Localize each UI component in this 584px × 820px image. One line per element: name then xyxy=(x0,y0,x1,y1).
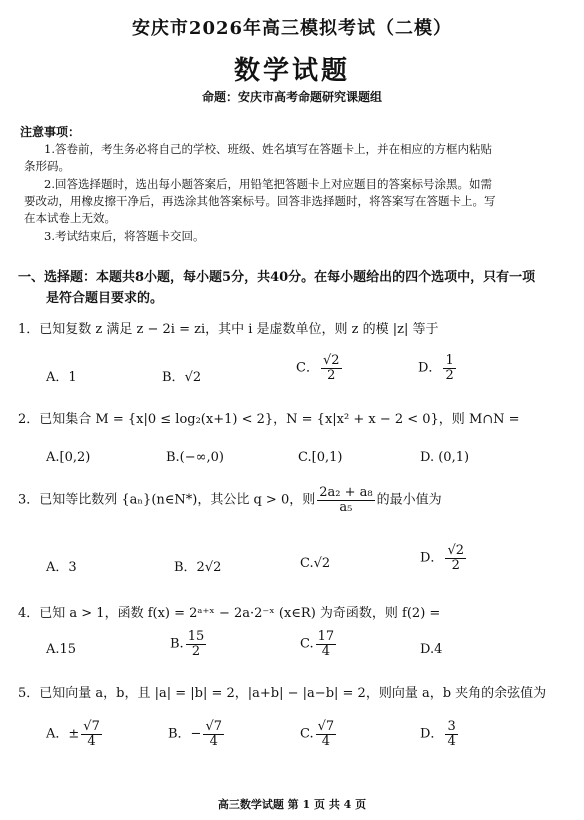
q2-option-c: C.[0,1) xyxy=(298,450,343,465)
q3-option-d: D． $\frac{√2}{2}$ xyxy=(420,543,464,573)
question-3-stem: 3．已知等比数列 {aₙ}(n∈N*)，其公比 q > 0，则 $\frac{\text{2a₂ + a₈}}{\text{a₅}}$ 的最小值为 xyxy=(18,485,442,515)
q5-option-c: C. $\frac{√7}{4}$ xyxy=(300,719,335,749)
q5-option-d: D． $\frac{3}{4}$ xyxy=(420,719,456,749)
notice-line: 3.考试结束后，将答题卡交回。 xyxy=(44,229,205,243)
section-heading-cont: 是符合题目要求的。 xyxy=(46,291,164,306)
exam-title: 安庆市2026年高三模拟考试（二模） xyxy=(131,18,453,39)
q3-option-b: B．2√2 xyxy=(174,560,222,575)
q2-option-b: B.(−∞,0) xyxy=(166,450,224,465)
q3-option-c: C.√2 xyxy=(300,556,331,571)
q4-option-a: A.15 xyxy=(46,642,77,657)
q4-option-c: C. $\frac{17}{4}$ xyxy=(300,629,335,659)
q1-option-c: C． $\frac{√2}{2}$ xyxy=(296,353,340,383)
page-footer: 高三数学试题 第 1 页 共 4 页 xyxy=(217,798,367,811)
q2-option-d: D. (0,1) xyxy=(420,450,470,465)
q4-option-d: D.4 xyxy=(420,642,443,657)
setter-line: 命题：安庆市高考命题研究课题组 xyxy=(201,90,382,104)
q5-option-b: B．− $\frac{√7}{4}$ xyxy=(168,719,223,749)
question-4-stem: 4．已知 a > 1，函数 f(x) = 2ᵃ⁺ˣ − 2a·2⁻ˣ (x∈R) 为奇函数，则 f(2) = xyxy=(18,606,441,621)
q5-option-a: A．± $\frac{√7}{4}$ xyxy=(46,719,100,749)
subject-title: 数学试题 xyxy=(233,56,350,86)
notice-line: 要改动，用橡皮擦干净后，再选涂其他答案标号。回答非选择题时，将答案写在答题卡上。写 xyxy=(24,194,496,208)
notice-heading: 注意事项： xyxy=(20,125,81,139)
q1-option-b: B．√2 xyxy=(162,370,202,385)
question-2-stem: 2．已知集合 M = {x|0 ≤ log₂(x+1) < 2}，N = {x|x² + x − 2 < 0}，则 M∩N = xyxy=(18,412,520,427)
q2-option-a: A.[0,2) xyxy=(46,450,91,465)
notice-line: 在本试卷上无效。 xyxy=(24,211,116,225)
question-1-stem: 1．已知复数 z 满足 z − 2i = zi，其中 i 是虚数单位，则 z 的模 |z| 等于 xyxy=(18,322,439,337)
q1-option-d: D． $\frac{1}{2}$ xyxy=(418,353,454,383)
q1-option-a: A．1 xyxy=(46,370,77,385)
notice-line: 条形码。 xyxy=(24,159,70,173)
q3-option-a: A．3 xyxy=(46,560,77,575)
notice-line: 2.回答选择题时，选出每小题答案后，用铅笔把答题卡上对应题目的答案标号涂黑。如需 xyxy=(44,177,492,191)
section-heading: 一、选择题：本题共8小题，每小题5分，共40分。在每小题给出的四个选项中，只有一项 xyxy=(18,270,536,285)
q4-option-b: B. $\frac{15}{2}$ xyxy=(170,629,205,659)
question-5-stem: 5．已知向量 a，b，且 |a| = |b| = 2，|a+b| − |a−b| = 2，则向量 a，b 夹角的余弦值为 xyxy=(18,686,547,701)
notice-line: 1.答卷前，考生务必将自己的学校、班级、姓名填写在答题卡上，并在相应的方框内粘贴 xyxy=(44,142,492,156)
